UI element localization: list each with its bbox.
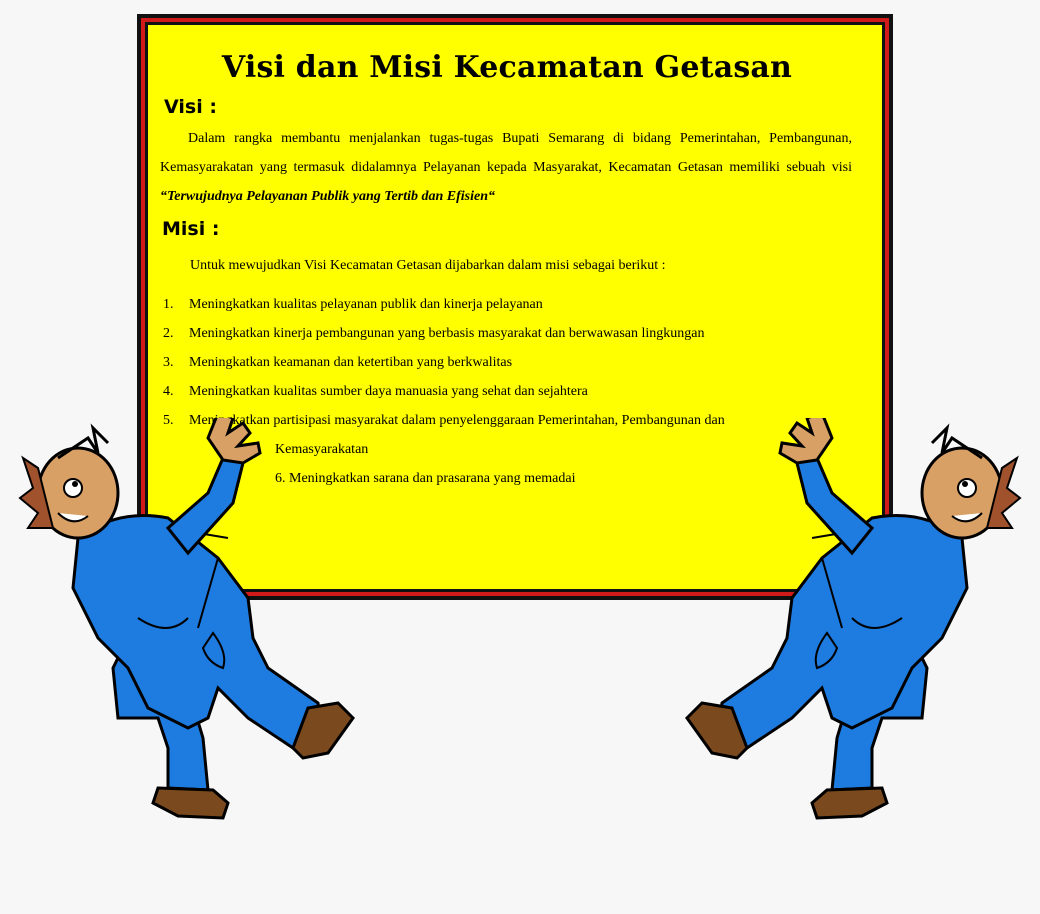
visi-paragraph [160, 124, 852, 211]
misi-intro: Untuk mewujudkan Visi Kecamatan Getasan dijabarkan dalam misi sebagai berikut : [190, 258, 666, 273]
list-item-continuation: Kemasyarakatan [275, 442, 369, 457]
visi-text: Dalam rangka membantu menjalankan tugas-tugas Bupati Semarang di bidang Pemerintahan, Pembangunan, Kemasyarakatan yang termasuk didalamnya Pelayanan kepada Masyarakat, Kecamatan Getasan memiliki sebuah visi [160, 131, 852, 175]
right-worker-illustration [672, 418, 1022, 838]
list-item: 6. Meningkatkan sarana dan prasarana yang memadai [275, 471, 576, 486]
list-item: 2. Meningkatkan kinerja pembangunan yang berbasis masyarakat dan berwawasan lingkungan [163, 326, 705, 341]
list-item: 3. Meningkatkan keamanan dan ketertiban yang berkwalitas [163, 355, 513, 370]
left-worker-illustration [18, 418, 368, 838]
list-item: 1. Meningkatkan kualitas pelayanan publik dan kinerja pelayanan [163, 297, 543, 312]
misi-heading: Misi : [162, 218, 220, 240]
list-item: 5. Meningkatkan partisipasi masyarakat dalam penyelenggaraan Pemerintahan, Pembangunan dan [163, 413, 725, 428]
visi-heading: Visi : [164, 96, 217, 118]
list-item: 4. Meningkatkan kualitas sumber daya manuasia yang sehat dan sejahtera [163, 384, 588, 399]
page-title: Visi dan Misi Kecamatan Getasan [221, 50, 793, 85]
visi-quote: “Terwujudnya Pelayanan Publik yang Tertib dan Efisien“ [160, 189, 496, 204]
